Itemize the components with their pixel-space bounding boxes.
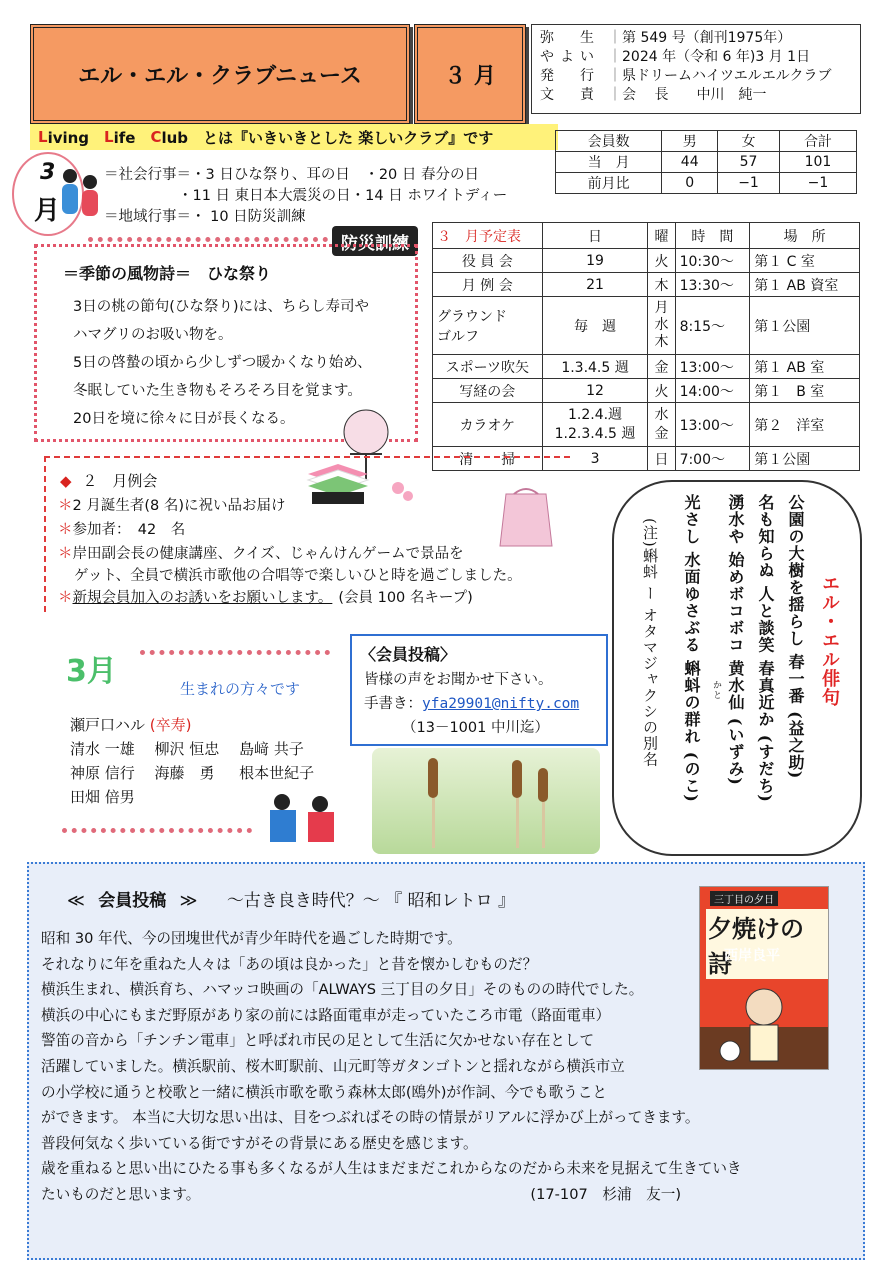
motto-initial: C: [150, 128, 162, 146]
essay-line: ができます。 本当に大切な思い出は、目をつぶればその時の情景がリアルに浮かび上がってきます。: [41, 1109, 700, 1127]
month-title: ３ 月: [414, 24, 526, 124]
table-header: 合計: [779, 131, 856, 152]
essay-line: 昭和 30 年代、今の団塊世代が青少年時代を過ごした時期です。: [41, 930, 462, 947]
table-cell: 14:00～: [675, 379, 750, 403]
table-cell: 第１公園: [750, 447, 860, 471]
table-cell: −1: [779, 173, 856, 194]
info-value: 2024 年（令和 6 年)3 月 1日: [622, 49, 811, 65]
email-label: 手書き：: [364, 696, 422, 712]
asterisk-icon: ＊: [58, 522, 73, 538]
meeting-item-cont: ゲット、全員で横浜市歌他の合唱等で楽しいひと時を過ごしました。: [74, 568, 522, 584]
motto-initial: L: [38, 128, 48, 146]
gift-bag-image: [494, 484, 558, 554]
essay-line: 横浜の中心にもまだ野原があり家の前には路面電車が走っていたころ市電（路面電車）: [41, 1006, 611, 1024]
table-cell: 101: [779, 152, 856, 173]
table-cell: 10:30～: [675, 249, 750, 273]
table-cell: 第１ B 室: [750, 379, 860, 403]
horsetail-image: [372, 748, 600, 854]
table-cell: 当 月: [556, 152, 662, 173]
table-cell: 8:15～: [675, 297, 750, 355]
table-cell: カラオケ: [433, 403, 543, 447]
heading-bracket: ≫: [179, 891, 198, 911]
motto-word: lub: [161, 128, 204, 147]
table-cell: 火: [648, 379, 675, 403]
table-cell: 第１ C 室: [750, 249, 860, 273]
table-header: ３ 月予定表: [433, 223, 543, 249]
table-cell: 0: [662, 173, 718, 194]
info-sep: ｜: [608, 87, 622, 103]
essay-line: それなりに年を重ねた人々は「あの頃は良かった」と昔を懐かしむものだ？: [41, 955, 538, 973]
schedule-table: [432, 222, 860, 471]
submission-line: （13－1001 中川迄）: [402, 720, 549, 736]
table-cell: 19: [542, 249, 648, 273]
meeting-item: [58, 494, 285, 515]
table-cell: 第１公園: [750, 297, 860, 355]
email-link[interactable]: yfa29901@nifty.com: [422, 696, 580, 712]
birthday-month: 3月: [66, 654, 117, 689]
info-sep: ｜: [608, 68, 622, 84]
club-motto-banner: [30, 124, 558, 150]
haiku-ruby: かと: [711, 680, 721, 700]
table-cell: 第１ AB 室: [750, 355, 860, 379]
essay-line: 歳を重ねると思い出にひたる事も多くなるが人生はまだまだこれからなのだから未来を見据えて生きていき: [41, 1160, 742, 1178]
february-meeting-box: [44, 456, 570, 612]
table-cell: 13:30～: [675, 273, 750, 297]
haiku-title: エル・エル俳句: [819, 574, 840, 707]
table-cell: 57: [718, 152, 780, 173]
table-cell: 44: [662, 152, 718, 173]
book-title: 夕焼けの詩: [706, 909, 828, 979]
table-header: 曜: [648, 223, 675, 249]
month-badge-number: 3: [40, 160, 56, 185]
meeting-item-text: 参加者： 42 名: [72, 522, 186, 538]
diamond-icon: ◆: [60, 472, 72, 490]
table-cell: 12: [542, 379, 648, 403]
birthday-row: 田畑 倍男: [70, 788, 135, 806]
birthday-row: 神原 信行 海藤 勇 根本世紀子: [70, 764, 315, 782]
table-header: 女: [718, 131, 780, 152]
info-sep: ｜: [608, 49, 622, 65]
month-badge-kanji: 月: [34, 196, 61, 226]
table-cell: 役 員 会: [433, 249, 543, 273]
birthday-row: 清水 一雄 柳沢 恒忠 島﨑 共子: [70, 740, 304, 758]
table-cell: 写経の会: [433, 379, 543, 403]
table-cell: 木: [648, 273, 675, 297]
essay-author: (17-107 杉浦 友一): [530, 1185, 682, 1203]
masthead-info: [531, 24, 861, 114]
asterisk-icon: ＊: [58, 546, 73, 562]
table-cell: 月 水 木: [648, 297, 675, 355]
essay-subtitle: ～古き良き時代？～ 『 昭和レトロ 』: [226, 891, 516, 911]
haiku-column: 湧水や 始めボコボコ 黄水仙 (いずみ): [726, 494, 745, 786]
book-series: 三丁目の夕日: [710, 891, 778, 906]
hina-dolls-icon: [58, 160, 102, 224]
hina-couple-icon: [262, 790, 346, 846]
meeting-item: [58, 586, 473, 607]
member-name: 瀬戸口ハル: [70, 716, 146, 734]
table-cell: 13:00～: [675, 403, 750, 447]
info-value: 第 549 号（創刊1975年）: [622, 30, 792, 46]
submission-title: 〈会員投稿〉: [360, 645, 457, 664]
member-submission-box: [350, 634, 608, 746]
social-events-2: ・11 日 東日本大震災の日・14 日 ホワイトディー: [178, 188, 508, 204]
motto-word: iving: [47, 128, 105, 147]
table-header: 時 間: [675, 223, 750, 249]
table-cell: グラウンド ゴルフ: [433, 297, 543, 355]
heading-text: 会員投稿: [98, 891, 167, 911]
table-cell: 毎 週: [542, 297, 648, 355]
meeting-title: [60, 470, 157, 491]
meeting-item-note: (会員 100 名キープ): [338, 590, 473, 606]
table-cell: 金: [648, 355, 675, 379]
birthday-title: 生まれの方々です: [180, 680, 301, 698]
table-cell: 3: [542, 447, 648, 471]
meeting-item: [58, 518, 185, 539]
essay-line: [41, 1182, 742, 1208]
asterisk-icon: ＊: [58, 498, 73, 514]
essay-line-text: たいものだと思います。: [41, 1185, 201, 1203]
table-cell: 第２ 洋室: [750, 403, 860, 447]
disaster-drill-logo: 防災訓練: [332, 226, 418, 256]
submission-email-row: [364, 692, 579, 713]
motto-text: とは『いきいきとした 楽しいクラブ』です: [203, 128, 494, 147]
info-key: 弥 生: [540, 30, 600, 46]
table-cell: 第１ AB 資室: [750, 273, 860, 297]
essay-line: 普段何気なく歩いている街ですがその背景にある歴史を感じます。: [41, 1134, 478, 1152]
newsletter-title: エル・エル・クラブニュース: [30, 24, 410, 124]
table-cell: スポーツ吹矢: [433, 355, 543, 379]
table-cell: 火: [648, 249, 675, 273]
info-key: 発 行: [540, 68, 600, 84]
members-table: [555, 130, 857, 194]
essay-line: 活躍していました。横浜駅前、桜木町駅前、山元町等ガタンゴトンと揺れながら横浜市立: [41, 1057, 625, 1075]
submission-line: 皆様の声をお聞かせ下さい。: [364, 672, 553, 688]
motto-word: ife: [113, 128, 151, 147]
book-cover-image: [699, 886, 829, 1070]
haiku-note: (注)蝌蚪 ー オタマジャクシの別名: [641, 518, 659, 768]
haiku-column: 公園の大樹を揺らし 春一番 (益之助): [786, 494, 805, 780]
info-value: 会 長 中川 純一: [622, 87, 767, 103]
table-header: 場 所: [750, 223, 860, 249]
essay-section: [27, 862, 865, 1260]
table-cell: −1: [718, 173, 780, 194]
essay-line: の小学校に通うと校歌と一緒に横浜市歌を歌う森林太郎(鴎外)が作詞、今でも歌うこと: [41, 1083, 607, 1101]
table-cell: 13:00～: [675, 355, 750, 379]
poem-line: 5日の啓蟄の頃から少しずつ暖かくなり始め、: [73, 355, 372, 371]
heading-bracket: ≪: [67, 891, 85, 911]
birthday-first: [70, 714, 192, 735]
member-note: (卒寿): [149, 716, 192, 734]
local-events: ＝地域行事＝・ 10 日防災訓練: [104, 209, 306, 225]
info-sep: ｜: [608, 30, 622, 46]
asterisk-icon: ＊: [58, 590, 73, 606]
poem-line: ハマグリのお吸い物を。: [73, 327, 233, 343]
meeting-item-text: 岸田副会長の健康講座、クイズ、じゃんけんゲームで景品を: [72, 546, 464, 562]
table-cell: 日: [648, 447, 675, 471]
haiku-column: 名も知らぬ 人と談笑 春真近か (すだち): [756, 494, 775, 803]
dotted-divider: [140, 650, 330, 661]
poem-line: 冬眠していた生き物もそろそろ目を覚ます。: [73, 383, 362, 399]
horsetail-photo: [372, 748, 600, 854]
table-header: 男: [662, 131, 718, 152]
motto-initial: L: [104, 128, 114, 146]
social-events: ＝社会行事＝・3 日ひな祭り、耳の日 ・20 日 春分の日: [104, 167, 480, 183]
table-cell: 7:00～: [675, 447, 750, 471]
essay-heading: [67, 886, 515, 911]
haiku-column: 光さし 水面ゆさぶる 蝌蚪の群れ (のこ): [682, 494, 701, 803]
book-author: 西岸良平: [724, 948, 780, 964]
table-cell: 水 金: [648, 403, 675, 447]
info-key: 文 責: [540, 87, 600, 103]
dotted-divider: [62, 828, 252, 839]
poem-line: 3日の桃の節句(ひな祭り)には、ちらし寿司や: [73, 299, 370, 315]
poem-title: ＝季節の風物詩＝ ひな祭り: [63, 264, 272, 283]
info-key: やよい: [540, 49, 600, 65]
meeting-item-text: 新規会員加入のお誘いをお願いします。: [72, 590, 333, 606]
essay-body: [41, 926, 742, 1208]
table-cell: 1.3.4.5 週: [542, 355, 648, 379]
table-cell: 21: [542, 273, 648, 297]
meeting-item-text: 2 月誕生者(8 名)に祝い品お届け: [72, 498, 286, 514]
haiku-box: [612, 480, 862, 856]
table-header: 会員数: [556, 131, 662, 152]
book-illustration: [700, 967, 828, 1069]
meeting-title-text: ２ 月例会: [82, 472, 158, 490]
table-cell: 清 掃: [433, 447, 543, 471]
essay-line: 横浜生まれ、横浜育ち、ハマッコ映画の「ALWAYS 三丁目の夕日」そのものの時代でした。: [41, 981, 644, 999]
table-header: 日: [542, 223, 648, 249]
info-value: 県ドリームハイツエルエルクラブ: [622, 68, 832, 84]
table-cell: 1.2.4.週 1.2.3.4.5 週: [542, 403, 648, 447]
table-cell: 前月比: [556, 173, 662, 194]
meeting-item: [58, 542, 464, 563]
table-cell: 月 例 会: [433, 273, 543, 297]
essay-line: 警笛の音から「チンチン電車」と呼ばれ市民の足として生活に欠かせない存在として: [41, 1032, 595, 1050]
poem-line: 20日を境に徐々に日が長くなる。: [73, 411, 295, 427]
